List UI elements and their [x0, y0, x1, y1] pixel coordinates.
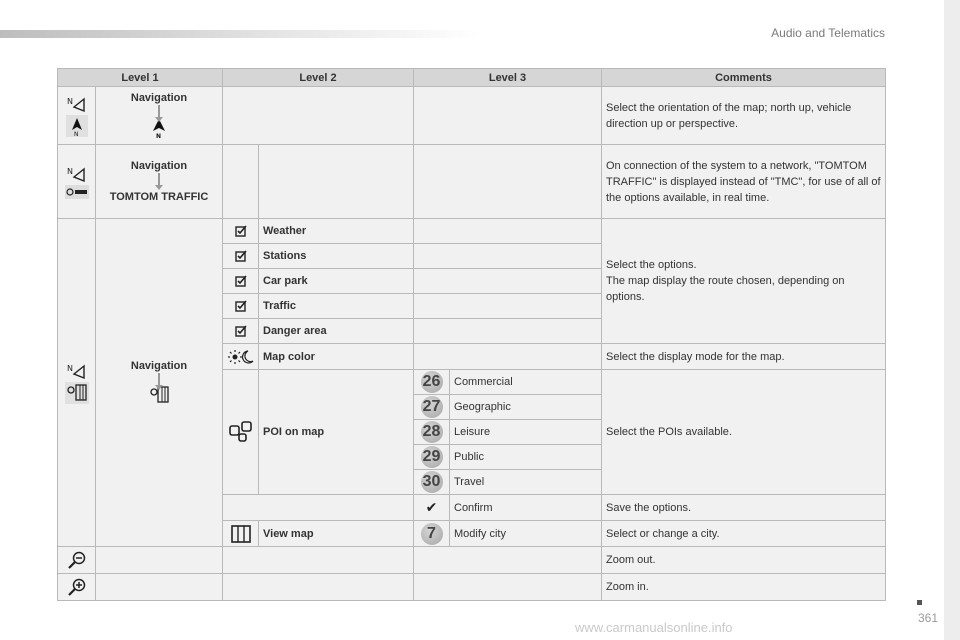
level3-empty [414, 574, 602, 601]
option-traffic: Traffic [259, 294, 414, 319]
level1-icon-cell [58, 219, 96, 547]
map-settings-icon [65, 386, 89, 398]
level3-empty [414, 294, 602, 319]
comment-cell: Select the orientation of the map; north up, vehicle direction up or perspective. [602, 87, 886, 145]
option-stations: Stations [259, 244, 414, 269]
level1-label-cell [96, 87, 223, 145]
north-badge: N [156, 133, 162, 139]
level3-empty [414, 269, 602, 294]
zoom-out-icon [66, 554, 88, 566]
north-up-icon [66, 119, 88, 137]
zoom-in-icon-cell [58, 574, 96, 601]
comment-cell [602, 219, 886, 344]
poi-commercial: Commercial [450, 370, 602, 395]
map-orientation-icon [66, 365, 88, 377]
level2-empty [223, 145, 259, 219]
step-number-badge: 7 [421, 523, 443, 545]
table-header-row [58, 69, 886, 87]
svg-text:N: N [66, 166, 73, 176]
day-night-icon-cell [223, 344, 259, 370]
level2-empty [223, 547, 414, 574]
level3-empty [414, 547, 602, 574]
poi-geographic: Geographic [450, 395, 602, 420]
table-row [58, 87, 886, 145]
checkbox-icon [235, 250, 247, 262]
poi-on-map-label: POI on map [259, 370, 414, 495]
modify-city-label: Modify city [450, 521, 602, 547]
map-orientation-icon [66, 98, 88, 110]
checkbox-icon [235, 225, 247, 237]
level1-empty [96, 574, 223, 601]
page-edge-strip [944, 0, 960, 640]
header-level-2: Level 2 [223, 69, 414, 87]
day-night-icon [228, 350, 254, 362]
level3-empty [414, 244, 602, 269]
table-row [58, 219, 886, 244]
checkbox-icon [235, 325, 247, 337]
poi-number-cell [414, 470, 450, 495]
option-weather: Weather [259, 219, 414, 244]
level1-empty [96, 547, 223, 574]
watermark: www.carmanualsonline.info [575, 620, 733, 635]
svg-text:N: N [66, 96, 73, 106]
poi-number-cell [414, 395, 450, 420]
tomtom-traffic-label: TOMTOM TRAFFIC [109, 191, 209, 203]
level2-empty [223, 574, 414, 601]
level1-label: Navigation [130, 92, 188, 104]
page-number: 361 [917, 611, 938, 625]
comment-cell: Zoom out. [602, 547, 886, 574]
confirm-icon-cell [414, 495, 450, 521]
modify-city-number-cell [414, 521, 450, 547]
checkbox-icon [235, 300, 247, 312]
level2-empty [223, 495, 414, 521]
comment-line: The map display the route chosen, depending on options. [606, 275, 845, 303]
comment-cell: Select or change a city. [602, 521, 886, 547]
section-title: Audio and Telematics [771, 26, 885, 40]
map-icon [231, 527, 251, 539]
checkbox-icon-cell [223, 269, 259, 294]
map-settings-icon [149, 389, 169, 401]
poi-icon [229, 426, 253, 438]
page-marker [917, 600, 922, 605]
option-car-park: Car park [259, 269, 414, 294]
poi-icon-cell [223, 370, 259, 495]
zoom-in-icon [66, 581, 88, 593]
header-bar [0, 30, 480, 38]
checkmark-icon: ✔ [425, 499, 438, 515]
step-number-badge: 26 [421, 371, 443, 393]
checkbox-icon-cell [223, 294, 259, 319]
tomtom-traffic-icon [65, 185, 89, 197]
level2-empty [223, 87, 414, 145]
step-number-badge: 29 [421, 446, 443, 468]
poi-number-cell [414, 445, 450, 470]
poi-number-cell [414, 370, 450, 395]
comment-cell: Select the POIs available. [602, 370, 886, 495]
view-map-icon-cell [223, 521, 259, 547]
level1-icon-cell [58, 145, 96, 219]
level1-label: Navigation [130, 160, 188, 172]
step-number-badge: 27 [421, 396, 443, 418]
comment-cell: Save the options. [602, 495, 886, 521]
arrow-down-icon [158, 173, 160, 185]
map-orientation-icon [66, 168, 88, 180]
checkbox-icon-cell [223, 319, 259, 344]
option-danger-area: Danger area [259, 319, 414, 344]
level1-label-cell [96, 145, 223, 219]
level3-empty [414, 219, 602, 244]
table-row [58, 574, 886, 601]
level1-icon-cell [58, 87, 96, 145]
comment-cell: On connection of the system to a network, "TOMTOM TRAFFIC" is displayed instead of "TMC", for use of all of the options available, in real time. [602, 145, 886, 219]
header-comments: Comments [602, 69, 886, 87]
comment-cell: Zoom in. [602, 574, 886, 601]
header-level-1: Level 1 [58, 69, 223, 87]
svg-text:N: N [66, 363, 73, 373]
level3-empty [414, 145, 602, 219]
level2-empty [259, 145, 414, 219]
poi-number-cell [414, 420, 450, 445]
zoom-out-icon-cell [58, 547, 96, 574]
table-row [58, 145, 886, 219]
table-row [58, 547, 886, 574]
navigation-settings-table [57, 68, 886, 601]
poi-public: Public [450, 445, 602, 470]
arrow-down-icon [158, 105, 160, 117]
level1-label: Navigation [130, 360, 188, 372]
checkbox-icon-cell [223, 244, 259, 269]
poi-travel: Travel [450, 470, 602, 495]
confirm-label: Confirm [450, 495, 602, 521]
level3-empty [414, 344, 602, 370]
header-level-3: Level 3 [414, 69, 602, 87]
north-up-icon [151, 122, 167, 139]
level1-label-cell [96, 219, 223, 547]
level3-empty [414, 319, 602, 344]
level3-empty [414, 87, 602, 145]
checkbox-icon [235, 275, 247, 287]
comment-cell: Select the display mode for the map. [602, 344, 886, 370]
map-color-label: Map color [259, 344, 414, 370]
step-number-badge: 28 [421, 421, 443, 443]
poi-leisure: Leisure [450, 420, 602, 445]
comment-line: Select the options. [606, 259, 697, 271]
step-number-badge: 30 [421, 471, 443, 493]
svg-text:N: N [73, 130, 78, 137]
arrow-down-icon [158, 373, 160, 385]
view-map-label: View map [259, 521, 414, 547]
checkbox-icon-cell [223, 219, 259, 244]
